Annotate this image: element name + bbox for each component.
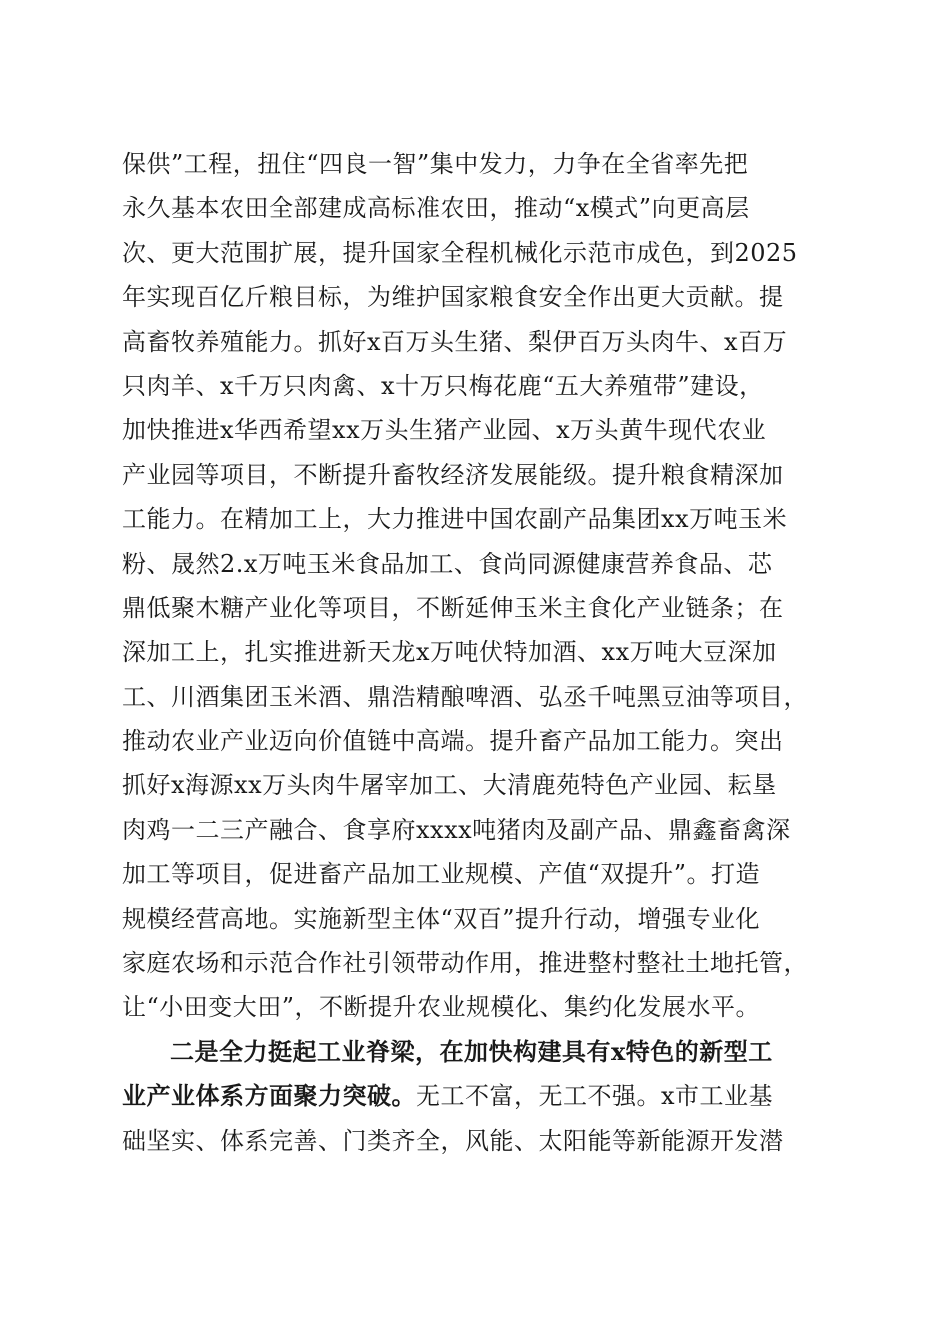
- text-line: 工、川酒集团玉米酒、鼎浩精酿啤酒、弘丞千吨黑豆油等项目，: [122, 682, 808, 711]
- section-heading-line: [122, 1030, 832, 1074]
- text-line: 加快推进x华西希望xx万头生猪产业园、x万头黄牛现代农业: [122, 416, 767, 445]
- section-heading-text: 业产业体系方面聚力突破。: [122, 1081, 416, 1111]
- text-line: 产业园等项目，不断提升畜牧经济发展能级。提升粮食精深加: [122, 460, 784, 489]
- text-line: 永久基本农田全部建成高标准农田，推动“x模式”向更高层: [122, 194, 750, 223]
- text-line: 高畜牧养殖能力。抓好x百万头生猪、梨伊百万头肉牛、x百万: [122, 327, 788, 356]
- text-line: 次、更大范围扩展，提升国家全程机械化示范市成色，到2025: [122, 238, 798, 267]
- text-line: 年实现百亿斤粮目标，为维护国家粮食安全作出更大贡献。提: [122, 283, 784, 312]
- text-line: 鼎低聚木糖产业化等项目，不断延伸玉米主食化产业链条；在: [122, 593, 784, 622]
- text-line: 只肉羊、x千万只肉禽、x十万只梅花鹿“五大养殖带”建设，: [122, 371, 764, 400]
- document-body: [122, 142, 832, 1163]
- text-line: 家庭农场和示范合作社引领带动作用，推进整村整社土地托管，: [122, 949, 808, 978]
- text-line: 肉鸡一二三产融合、食享府xxxx吨猪肉及副产品、鼎鑫畜禽深: [122, 815, 791, 844]
- body-text: 无工不富，无工不强。x市工业基: [416, 1082, 774, 1111]
- text-line: 粉、晟然2.x万吨玉米食品加工、食尚同源健康营养食品、芯: [122, 549, 773, 578]
- text-line: 工能力。在精加工上，大力推进中国农副产品集团xx万吨玉米: [122, 505, 788, 534]
- text-line: 础坚实、体系完善、门类齐全，风能、太阳能等新能源开发潜: [122, 1126, 784, 1155]
- text-line: 加工等项目，促进畜产品加工业规模、产值“双提升”。打造: [122, 860, 761, 889]
- text-line: [122, 1074, 832, 1118]
- text-line: 规模经营高地。实施新型主体“双百”提升行动，增强专业化: [122, 904, 761, 933]
- text-line: 让“小田变大田”，不断提升农业规模化、集约化发展水平。: [122, 993, 761, 1022]
- section-heading-text: 二是全力挺起工业脊梁，在加快构建具有x特色的新型工: [170, 1036, 773, 1066]
- text-line: 深加工上，扎实推进新天龙x万吨伏特加酒、xx万吨大豆深加: [122, 638, 777, 667]
- text-line: 推动农业产业迈向价值链中高端。提升畜产品加工能力。突出: [122, 727, 784, 756]
- text-line: 保供”工程，扭住“四良一智”集中发力，力争在全省率先把: [122, 150, 749, 178]
- text-line: 抓好x海源xx万头肉牛屠宰加工、大清鹿苑特色产业园、耘垦: [122, 771, 777, 800]
